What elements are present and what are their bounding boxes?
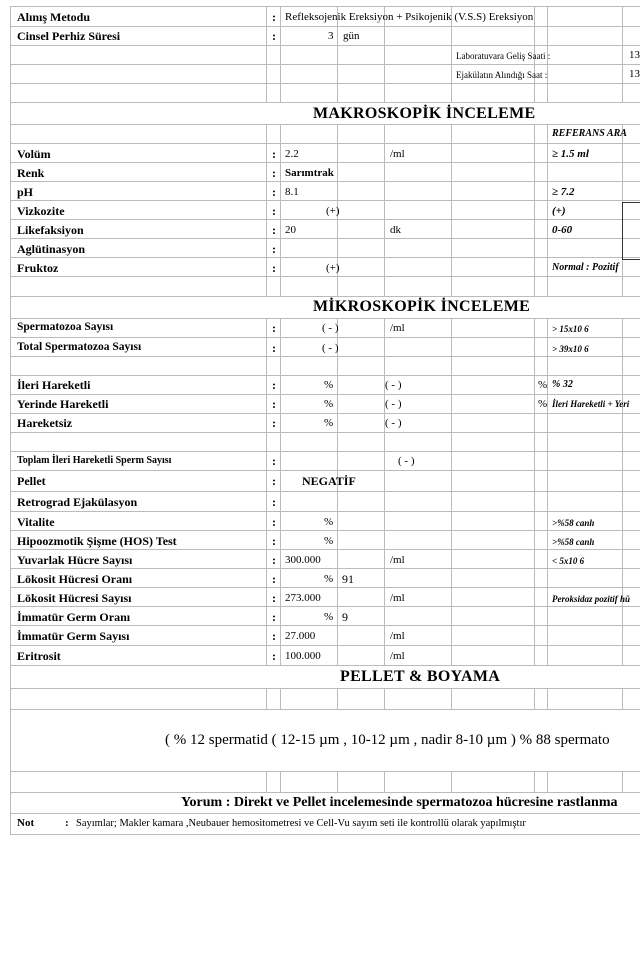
grid-col-line	[547, 771, 548, 792]
grid-row-line	[10, 219, 640, 220]
grid-col-line	[534, 771, 535, 792]
total-sperm-ref: > 39x10 6	[552, 344, 589, 354]
grid-row-line	[10, 645, 640, 646]
colon: :	[272, 321, 276, 335]
colon: :	[272, 147, 276, 161]
renk-label: Renk	[17, 166, 45, 180]
grid-col-line	[622, 688, 623, 709]
sperm-sayisi-unit: /ml	[390, 322, 405, 334]
grid-col-line	[280, 6, 281, 102]
ileri-hareketli-value: ( - )	[385, 379, 402, 391]
aglutinasyon-label: Aglütinasyon	[17, 242, 86, 256]
pellet-value: NEGATİF	[302, 474, 356, 488]
immatur-sayisi-value: 27.000	[285, 630, 316, 642]
cinsel-perhiz-unit: gün	[343, 30, 360, 42]
grid-col-line	[547, 318, 548, 665]
yorum-text: Yorum : Direkt ve Pellet incelemesinde spermatozoa hücresine rastlanma	[181, 795, 618, 810]
colon: :	[272, 397, 276, 411]
eritrosit-label: Eritrosit	[17, 649, 61, 663]
vizkozite-label: Vizkozite	[17, 204, 65, 218]
grid-row-line	[10, 451, 640, 452]
grid-row-line	[10, 792, 640, 793]
grid-row-line	[10, 491, 640, 492]
toplam-ileri-value: ( - )	[398, 455, 415, 467]
colon: :	[272, 591, 276, 605]
grid-row-line	[10, 45, 640, 46]
grid-col-line	[451, 771, 452, 792]
sperm-sayisi-ref: > 15x10 6	[552, 324, 589, 334]
mikroskopik-title: MİKROSKOPİK İNCELEME	[313, 298, 531, 315]
colon: :	[272, 185, 276, 199]
grid-row-line	[10, 296, 640, 297]
colon: :	[272, 29, 276, 43]
eritrosit-unit: /ml	[390, 650, 405, 662]
grid-row-line	[10, 606, 640, 607]
vizkozite-value: (+)	[326, 205, 340, 217]
colon: :	[272, 242, 276, 256]
colon: :	[272, 261, 276, 275]
colon: :	[272, 553, 276, 567]
grid-row-line	[10, 64, 640, 65]
grid-col-line	[10, 102, 11, 124]
pellet-boyama-title: PELLET & BOYAMA	[340, 668, 501, 685]
likefaksiyon-label: Likefaksiyon	[17, 223, 84, 237]
grid-row-line	[10, 143, 640, 144]
grid-row-line	[10, 587, 640, 588]
grid-col-line	[451, 688, 452, 709]
colon: :	[272, 649, 276, 663]
ejakulat-alindigi-label: Ejakülatın Alındığı Saat :	[456, 70, 548, 80]
toplam-ileri-label: Toplam İleri Hareketli Sperm Sayısı	[17, 455, 172, 466]
lokosit-sayisi-ref: Peroksidaz pozitif hü	[552, 594, 631, 604]
colon: :	[272, 10, 276, 24]
grid-col-line	[10, 709, 11, 771]
colon: :	[272, 166, 276, 180]
lokosit-sayisi-value: 273.000	[285, 592, 321, 604]
alinis-metodu-label: Alınış Metodu	[17, 10, 91, 24]
lab-gelis-label: Laboratuvara Geliş Saati :	[456, 51, 551, 61]
grid-row-line	[10, 26, 640, 27]
eritrosit-value: 100.000	[285, 650, 321, 662]
grid-col-line	[266, 771, 267, 792]
yerinde-hareketli-ref: İleri Hareketli + Yeri	[552, 399, 630, 409]
grid-row-line	[10, 102, 640, 103]
vizkozite-ref: (+)	[552, 205, 566, 217]
grid-col-line	[384, 124, 385, 296]
immatur-sayisi-label: İmmatür Germ Sayısı	[17, 629, 130, 643]
grid-row-line	[10, 162, 640, 163]
grid-col-line	[384, 688, 385, 709]
grid-col-line	[547, 688, 548, 709]
colon: :	[272, 378, 276, 392]
lab-gelis-value: 13	[629, 49, 640, 61]
colon: :	[272, 572, 276, 586]
grid-col-line	[266, 318, 267, 665]
grid-row-line	[10, 834, 640, 835]
grid-row-line	[10, 665, 640, 666]
ileri-hareketli-pct: %	[324, 379, 334, 391]
retrograd-label: Retrograd Ejakülasyon	[17, 495, 138, 509]
grid-row-line	[10, 200, 640, 201]
lokosit-orani-pct: %	[324, 573, 334, 585]
vitalite-ref: >%58 canlı	[552, 518, 595, 528]
grid-row-line	[10, 83, 640, 84]
ileri-hareketli-ref-pct: %	[538, 379, 548, 391]
grid-col-line	[10, 124, 11, 296]
grid-row-line	[10, 276, 640, 277]
pellet-boyama-text: ( % 12 spermatid ( 12-15 µm , 10-12 µm , nadir 8-10 µm ) % 88 spermato	[165, 732, 610, 748]
grid-row-line	[10, 356, 640, 357]
yuvarlak-unit: /ml	[390, 554, 405, 566]
sperm-sayisi-value: ( - )	[322, 322, 339, 334]
grid-col-line	[622, 6, 623, 102]
ph-label: pH	[17, 185, 34, 199]
volum-label: Volüm	[17, 147, 51, 161]
colon: :	[272, 495, 276, 509]
likefaksiyon-value: 20	[285, 224, 296, 236]
fruktoz-label: Fruktoz	[17, 261, 59, 275]
grid-col-line	[534, 688, 535, 709]
grid-row-line	[10, 470, 640, 471]
yerinde-hareketli-value: ( - )	[385, 398, 402, 410]
grid-col-line	[10, 296, 11, 318]
grid-col-line	[280, 771, 281, 792]
colon: :	[272, 454, 276, 468]
colon: :	[272, 223, 276, 237]
grid-row-line	[10, 238, 640, 239]
grid-col-line	[266, 6, 267, 102]
grid-col-line	[622, 318, 623, 665]
colon: :	[272, 515, 276, 529]
grid-col-line	[547, 124, 548, 296]
vitalite-label: Vitalite	[17, 515, 55, 529]
grid-col-line	[280, 688, 281, 709]
grid-row-line	[10, 432, 640, 433]
grid-col-line	[337, 318, 338, 665]
hareketsiz-value: ( - )	[385, 417, 402, 429]
ejakulat-alindigi-value: 13	[629, 68, 640, 80]
grid-row-line	[10, 257, 640, 258]
yuvarlak-ref: < 5x10 6	[552, 556, 585, 566]
grid-row-line	[10, 688, 640, 689]
renk-value: Sarımtrak	[285, 167, 334, 179]
volum-value: 2.2	[285, 148, 299, 160]
bracket-box	[622, 202, 640, 260]
grid-col-line	[280, 124, 281, 296]
ph-value: 8.1	[285, 186, 299, 198]
grid-col-line	[266, 124, 267, 296]
hos-pct: %	[324, 535, 334, 547]
grid-row-line	[10, 413, 640, 414]
lokosit-orani-value: 91	[342, 572, 354, 586]
total-sperm-label: Total Spermatozoa Sayısı	[17, 341, 142, 353]
grid-col-line	[534, 124, 535, 296]
grid-row-line	[10, 771, 640, 772]
makroskopik-title: MAKROSKOPİK İNCELEME	[313, 105, 536, 122]
grid-col-line	[280, 318, 281, 665]
grid-row-line	[10, 318, 640, 319]
yerinde-hareketli-label: Yerinde Hareketli	[17, 397, 109, 411]
not-colon: :	[65, 817, 69, 829]
grid-row-line	[10, 709, 640, 710]
fruktoz-ref: Normal : Pozitif	[552, 262, 619, 273]
colon: :	[272, 341, 276, 355]
immatur-sayisi-unit: /ml	[390, 630, 405, 642]
lokosit-sayisi-label: Lökosit Hücresi Sayısı	[17, 591, 132, 605]
cinsel-perhiz-label: Cinsel Perhiz Süresi	[17, 29, 121, 43]
grid-col-line	[534, 318, 535, 665]
volum-unit: /ml	[390, 148, 405, 160]
colon: :	[272, 534, 276, 548]
grid-col-line	[10, 792, 11, 834]
colon: :	[272, 610, 276, 624]
referans-header: REFERANS ARA	[552, 128, 627, 139]
hos-ref: >%58 canlı	[552, 537, 595, 547]
grid-col-line	[10, 688, 11, 709]
grid-col-line	[10, 665, 11, 688]
yuvarlak-label: Yuvarlak Hücre Sayısı	[17, 553, 133, 567]
hareketsiz-pct: %	[324, 417, 334, 429]
yerinde-hareketli-pct: %	[324, 398, 334, 410]
yerinde-hareketli-ref-pct: %	[538, 398, 548, 410]
grid-row-line	[10, 181, 640, 182]
likefaksiyon-ref: 0-60	[552, 224, 573, 236]
grid-col-line	[451, 318, 452, 665]
lokosit-sayisi-unit: /ml	[390, 592, 405, 604]
total-sperm-value: ( - )	[322, 342, 339, 354]
grid-col-line	[337, 688, 338, 709]
grid-col-line	[10, 318, 11, 665]
colon: :	[272, 474, 276, 488]
alinis-metodu-value: Refleksojenik Ereksiyon + Psikojenik (V.S.S) Ereksiyon	[285, 11, 534, 23]
grid-row-line	[10, 625, 640, 626]
not-label: Not	[17, 817, 35, 829]
yuvarlak-value: 300.000	[285, 554, 321, 566]
grid-col-line	[337, 771, 338, 792]
grid-row-line	[10, 530, 640, 531]
grid-col-line	[451, 124, 452, 296]
grid-row-line	[10, 549, 640, 550]
lokosit-orani-label: Lökosit Hücresi Oranı	[17, 572, 133, 586]
grid-row-line	[10, 394, 640, 395]
immatur-orani-label: İmmatür Germ Oranı	[17, 610, 131, 624]
grid-col-line	[622, 771, 623, 792]
likefaksiyon-unit: dk	[390, 224, 401, 236]
cinsel-perhiz-value: 3	[328, 30, 334, 42]
sperm-sayisi-label: Spermatozoa Sayısı	[17, 321, 114, 333]
not-text: Sayımlar; Makler kamara ,Neubauer hemositometresi ve Cell-Vu sayım seti ile kontrollü olarak yapılmıştır	[76, 818, 526, 829]
colon: :	[272, 204, 276, 218]
grid-row-line	[10, 337, 640, 338]
grid-col-line	[384, 771, 385, 792]
ph-ref: ≥ 7.2	[552, 186, 575, 198]
grid-col-line	[10, 6, 11, 102]
grid-row-line	[10, 511, 640, 512]
grid-row-line	[10, 6, 640, 7]
colon: :	[272, 629, 276, 643]
grid-row-line	[10, 375, 640, 376]
fruktoz-value: (+)	[326, 262, 340, 274]
grid-row-line	[10, 568, 640, 569]
vitalite-pct: %	[324, 516, 334, 528]
volum-ref: ≥ 1.5 ml	[552, 148, 589, 160]
hos-label: Hipoozmotik Şişme (HOS) Test	[17, 534, 177, 548]
grid-col-line	[266, 688, 267, 709]
grid-col-line	[10, 771, 11, 792]
hareketsiz-label: Hareketsiz	[17, 416, 73, 430]
pellet-label: Pellet	[17, 474, 46, 488]
ileri-hareketli-ref: % 32	[552, 379, 573, 390]
colon: :	[272, 416, 276, 430]
grid-row-line	[10, 124, 640, 125]
immatur-orani-pct: %	[324, 611, 334, 623]
grid-col-line	[384, 318, 385, 665]
immatur-orani-value: 9	[342, 610, 348, 624]
ileri-hareketli-label: İleri Hareketli	[17, 378, 91, 392]
grid-row-line	[10, 813, 640, 814]
